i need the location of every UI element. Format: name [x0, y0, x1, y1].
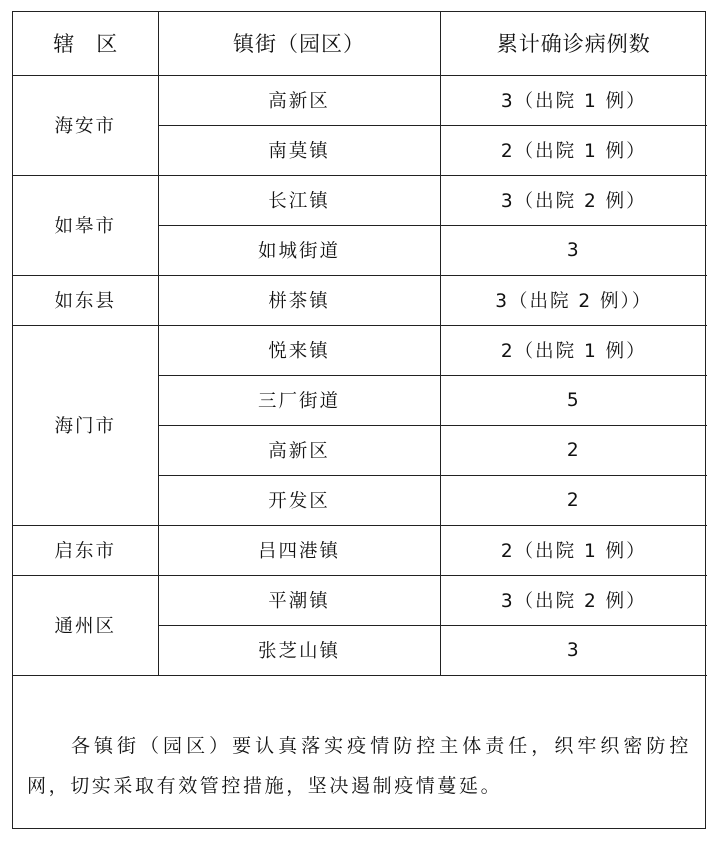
district-cell: 启东市: [13, 525, 158, 575]
table-row: [13, 175, 707, 225]
town-cell: 吕四港镇: [158, 525, 440, 575]
table-row: [13, 275, 707, 325]
table-row: [13, 525, 707, 575]
table-row: [13, 75, 707, 125]
district-cell: 海安市: [13, 75, 158, 175]
control-measures-note: 各镇街（园区）要认真落实疫情防控主体责任，织牢织密防控网，切实采取有效管控措施，坚决遏制疫情蔓延。: [27, 735, 691, 797]
count-cell: 2: [440, 425, 707, 475]
table-row: [13, 575, 707, 625]
count-cell: 3: [440, 225, 707, 275]
case-summary-document: [12, 11, 706, 829]
count-cell: 2（出院 1 例）: [440, 525, 707, 575]
header-count: 累计确诊病例数: [440, 12, 707, 75]
district-cell: 如皋市: [13, 175, 158, 275]
town-cell: 如城街道: [158, 225, 440, 275]
town-cell: 开发区: [158, 475, 440, 525]
header-town: 镇街（园区）: [158, 12, 440, 75]
town-cell: 高新区: [158, 425, 440, 475]
confirmed-cases-table: [13, 12, 707, 676]
count-cell: 5: [440, 375, 707, 425]
count-cell: 3: [440, 625, 707, 675]
town-cell: 平潮镇: [158, 575, 440, 625]
count-cell: 2（出院 1 例）: [440, 325, 707, 375]
table-header-row: [13, 12, 707, 75]
count-cell: 3（出院 2 例）: [440, 175, 707, 225]
district-cell: 海门市: [13, 325, 158, 525]
count-cell: 2（出院 1 例）: [440, 125, 707, 175]
count-cell: 2: [440, 475, 707, 525]
header-district: 辖区: [13, 12, 158, 75]
town-cell: 长江镇: [158, 175, 440, 225]
town-cell: 三厂街道: [158, 375, 440, 425]
town-cell: 高新区: [158, 75, 440, 125]
district-cell: 通州区: [13, 575, 158, 675]
town-cell: 张芝山镇: [158, 625, 440, 675]
count-cell: 3（出院 2 例））: [440, 275, 707, 325]
count-cell: 3（出院 1 例）: [440, 75, 707, 125]
table-row: [13, 325, 707, 375]
town-cell: 栟茶镇: [158, 275, 440, 325]
count-cell: 3（出院 2 例）: [440, 575, 707, 625]
town-cell: 悦来镇: [158, 325, 440, 375]
district-cell: 如东县: [13, 275, 158, 325]
town-cell: 南莫镇: [158, 125, 440, 175]
